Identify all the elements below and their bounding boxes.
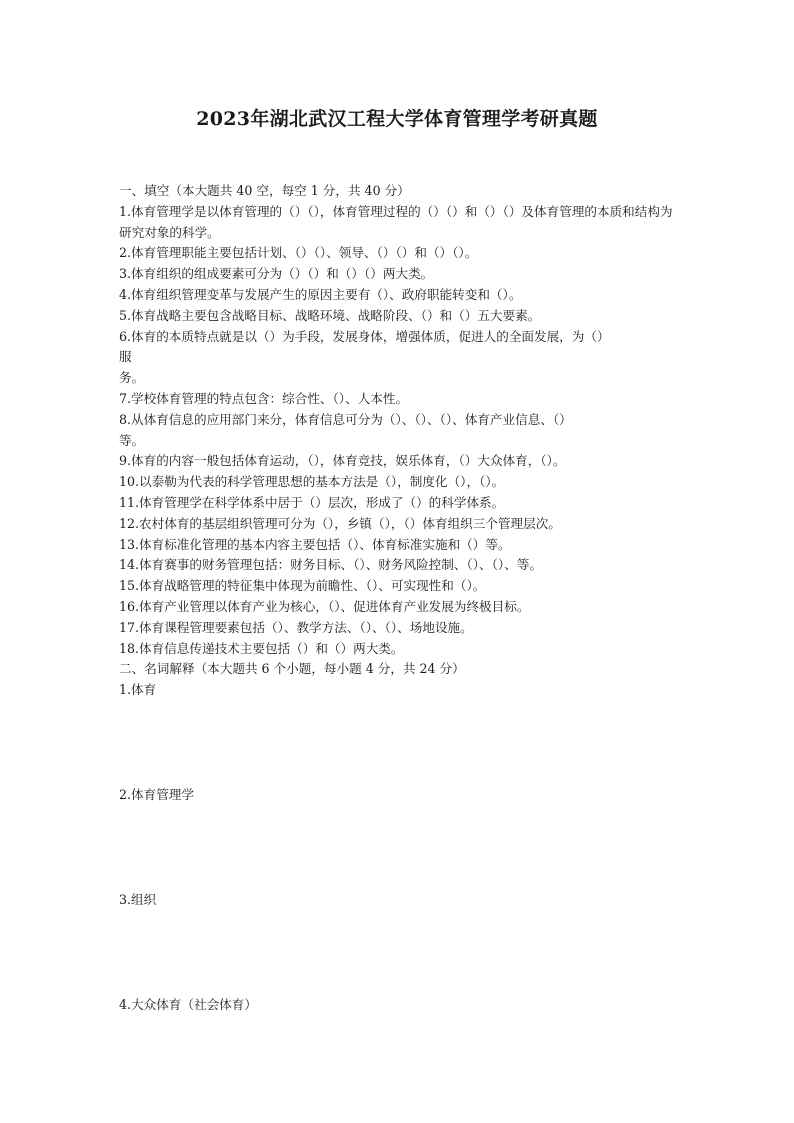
question-item: 8.从体育信息的应用部门来分，体育信息可分为（）、（）、（）、体育产业信息、（）: [119, 411, 572, 427]
answer-space: [119, 911, 675, 995]
question-item: 13.体育标准化管理的基本内容主要包括（）、体育标准实施和（）等。: [119, 536, 511, 552]
question-item: 16.体育产业管理以体育产业为核心，（）、促进体育产业发展为终极目标。: [119, 598, 530, 614]
document-title: 2023年湖北武汉工程大学体育管理学考研真题: [196, 108, 598, 130]
question-item: 10.以泰勒为代表的科学管理思想的基本方法是（），制度化（），（）。: [119, 474, 505, 490]
question-item: 15.体育战略管理的特征集中体现为前瞻性、（）、可实现性和（）。: [119, 578, 486, 594]
section-heading-fill-in: 一、填空（本大题共 40 空，每空 1 分，共 40 分）: [119, 183, 410, 198]
question-item: 9.体育的内容一般包括体育运动，（），体育竞技，娱乐体育，（）大众体育，（）。: [119, 453, 566, 469]
question-item: 7.学校体育管理的特点包含：综合性、（）、人本性。: [119, 390, 409, 406]
question-item-continuation: 务。: [119, 370, 145, 386]
question-item: 18.体育信息传递技术主要包括（）和（）两大类。: [119, 640, 404, 656]
document-body: [119, 181, 675, 1015]
definition-item: 1.体育: [119, 682, 157, 698]
definition-item: 4.大众体育（社会体育）: [119, 996, 257, 1012]
question-item: 14.体育赛事的财务管理包括：财务目标、（）、财务风险控制、（）、（）、等。: [119, 557, 543, 573]
section-heading-definitions: 二、名词解释（本大题共 6 个小题，每小题 4 分，共 24 分）: [119, 661, 465, 677]
question-item: 6.体育的本质特点就是以（）为手段，发展身体，增强体质，促进人的全面发展，为（）: [119, 328, 610, 344]
answer-space: [119, 701, 675, 785]
question-item-continuation: 等。: [119, 432, 145, 448]
question-item: 2.体育管理职能主要包括计划、（）（）、领导、（）（）和（）（）。: [119, 245, 478, 261]
definition-item: 2.体育管理学: [119, 786, 194, 802]
question-item: 17.体育课程管理要素包括（）、教学方法、（）、（）、场地设施。: [119, 619, 473, 635]
answer-space: [119, 806, 675, 890]
question-item: 5.体育战略主要包含战略目标、战略环境、战略阶段、（）和（）五大要素。: [119, 307, 541, 323]
question-item: 12.农村体育的基层组织管理可分为（），乡镇（），（）体育组织三个管理层次。: [119, 515, 561, 531]
definition-item: 3.组织: [119, 891, 157, 907]
question-item: 11.体育管理学在科学体系中居于（）层次，形成了（）的科学体系。: [119, 494, 505, 510]
question-item: 1.体育管理学是以体育管理的（）（），体育管理过程的（）（）和（）（）及体育管理的本质和结构为研究对象的科学。: [119, 203, 673, 240]
question-item: 4.体育组织管理变革与发展产生的原因主要有（）、政府职能转变和（）。: [119, 286, 522, 302]
question-item: 3.体育组织的组成要素可分为（）（）和（）（）两大类。: [119, 266, 434, 282]
question-item-continuation: 服: [119, 349, 132, 365]
